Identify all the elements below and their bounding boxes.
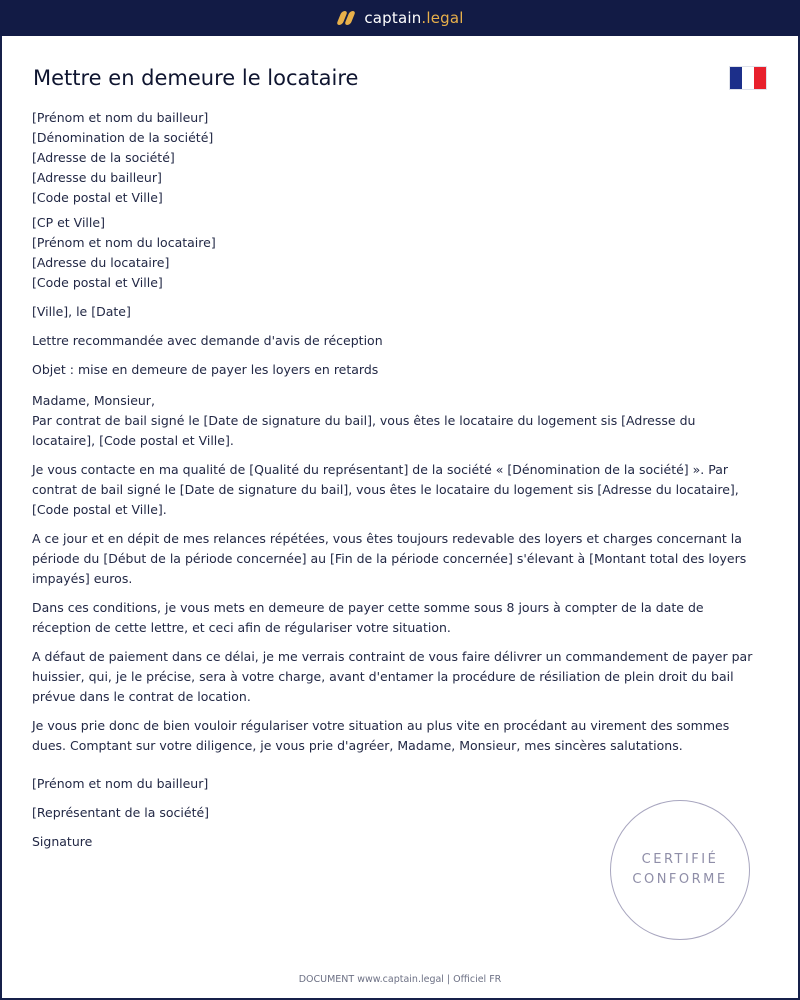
france-flag-icon (729, 66, 767, 90)
paragraph: Je vous contacte en ma qualité de [Qualité du représentant] de la société « [Dénomination de la société] ». Par contrat de bail signé le [Date de signature du bail], vous êtes le locataire du logement sis [Adresse du locataire], [Code postal et Ville]. (32, 462, 739, 517)
footer-text: DOCUMENT www.captain.legal | Officiel FR (298, 974, 502, 985)
subject-line: Objet : mise en demeure de payer les loyers en retards (32, 362, 379, 377)
address-line: [Code postal et Ville] (32, 190, 163, 205)
captain-legal-logo-icon (336, 10, 356, 26)
document-page (2, 36, 798, 998)
address-line: [Adresse du bailleur] (32, 170, 162, 185)
paragraph: Dans ces conditions, je vous mets en demeure de payer cette somme sous 8 jours à compter de la date de réception de cette lettre, et ceci afin de régulariser votre situation. (32, 600, 704, 635)
certified-seal (610, 800, 750, 940)
paragraph: A ce jour et en dépit de mes relances répétées, vous êtes toujours redevable des loyers et charges concernant la période du [Début de la période concernée] au [Fin de la période concernée] s'élevant à [Montant total des loyers impayés] euros. (32, 531, 747, 586)
date-line: [Ville], le [Date] (32, 304, 131, 319)
paragraph: Je vous prie donc de bien vouloir régulariser votre situation au plus vite en procédant au virement des sommes dues. Comptant sur votre diligence, je vous prie d'agréer, Madame, Monsieur, mes sincères salutations. (32, 718, 730, 753)
letter-body (32, 108, 762, 852)
brand-tld: .legal (421, 9, 464, 27)
paragraph: Par contrat de bail signé le [Date de signature du bail], vous êtes le locataire du logement sis [Adresse du locataire], [Code postal et Ville]. (32, 413, 696, 448)
signature-line: [Représentant de la société] (32, 805, 210, 820)
address-line: [CP et Ville] (32, 215, 105, 230)
signature-line: Signature (32, 834, 93, 849)
address-line: [Prénom et nom du bailleur] (32, 110, 209, 125)
signature-line: [Prénom et nom du bailleur] (32, 776, 209, 791)
address-line: [Prénom et nom du locataire] (32, 235, 216, 250)
brand[interactable] (336, 9, 463, 27)
top-bar (0, 0, 800, 36)
paragraph: A défaut de paiement dans ce délai, je me verrais contraint de vous faire délivrer un commandement de payer par huissier, qui, je le précise, sera à votre charge, avant d'entamer la procédure de résiliation de plein droit du bail prévue dans le contrat de location. (32, 649, 753, 704)
address-line: [Adresse du locataire] (32, 255, 170, 270)
shipping-line: Lettre recommandée avec demande d'avis de réception (32, 333, 383, 348)
address-line: [Code postal et Ville] (32, 275, 163, 290)
seal-line: CERTIFIÉ (641, 852, 719, 867)
recipient-address (32, 213, 762, 293)
seal-line: CONFORME (632, 872, 728, 887)
address-line: [Dénomination de la société] (32, 130, 214, 145)
sender-address (32, 108, 762, 208)
page-title: Mettre en demeure le locataire (33, 66, 359, 90)
brand-name: captain (364, 9, 422, 27)
address-line: [Adresse de la société] (32, 150, 175, 165)
brand-wordmark (364, 9, 463, 27)
salutation: Madame, Monsieur, (32, 393, 155, 408)
